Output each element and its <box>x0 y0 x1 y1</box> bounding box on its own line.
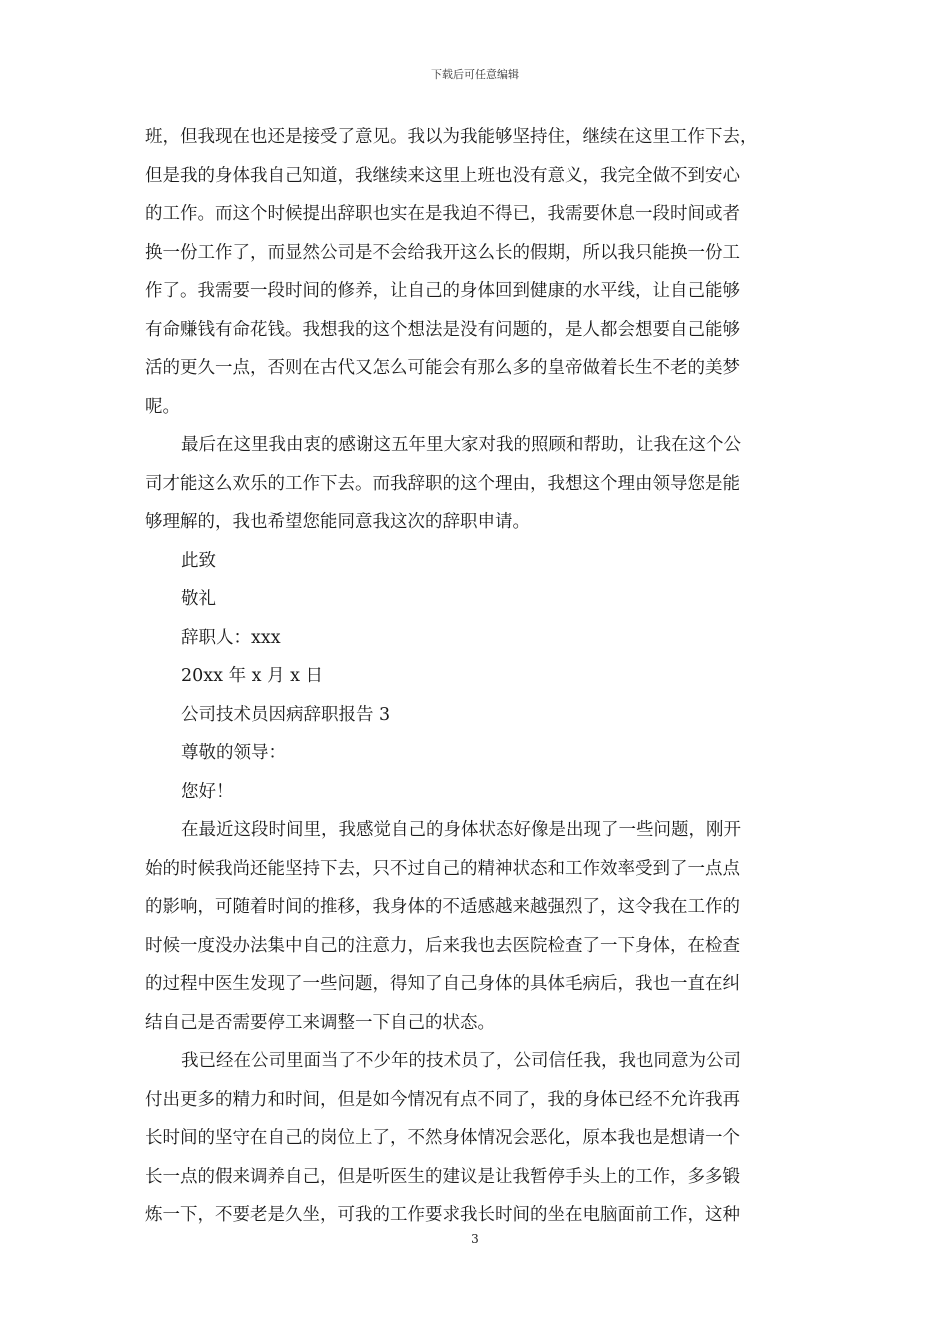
text-line: 您好！ <box>181 781 234 802</box>
document-body <box>145 118 810 1235</box>
text-line: 长时间的坚守在自己的岗位上了，不然身体情况会恶化，原本我也是想请一个 <box>145 1128 740 1148</box>
text-line: 结自己是否需要停工来调整一下自己的状态。 <box>145 1012 495 1033</box>
text-line: 20xx 年 x 月 x 日 <box>181 666 324 686</box>
text-line: 但是我的身体我自己知道，我继续来这里上班也没有意义，我完全做不到安心 <box>145 165 740 186</box>
text-line: 此致 <box>181 550 216 571</box>
text-line: 活的更久一点，否则在古代又怎么可能会有那么多的皇帝做着长生不老的美梦 <box>145 358 740 378</box>
text-line: 在最近这段时间里，我感觉自己的身体状态好像是出现了一些问题，刚开 <box>181 820 741 840</box>
text-line: 敬礼 <box>181 589 216 609</box>
text-line: 辞职人：xxx <box>181 627 281 648</box>
text-line: 的工作。而这个时候提出辞职也实在是我迫不得已，我需要休息一段时间或者 <box>145 204 740 224</box>
text-line: 最后在这里我由衷的感谢这五年里大家对我的照顾和帮助，让我在这个公 <box>181 435 741 455</box>
text-line: 班，但我现在也还是接受了意见。我以为我能够坚持住，继续在这里工作下去， <box>145 127 758 147</box>
text-line: 司才能这么欢乐的工作下去。而我辞职的这个理由，我想这个理由领导您是能 <box>145 473 740 494</box>
text-line: 尊敬的领导： <box>181 743 286 763</box>
text-line: 我已经在公司里面当了不少年的技术员了，公司信任我，我也同意为公司 <box>181 1051 741 1071</box>
page-header: 下载后可任意编辑 <box>431 68 519 81</box>
page-number: 3 <box>471 1232 479 1246</box>
text-line: 付出更多的精力和时间，但是如今情况有点不同了，我的身体已经不允许我再 <box>145 1089 740 1110</box>
text-line: 始的时候我尚还能坚持下去，只不过自己的精神状态和工作效率受到了一点点 <box>145 858 740 879</box>
text-line: 公司技术员因病辞职报告 3 <box>181 704 391 725</box>
text-line: 作了。我需要一段时间的修养，让自己的身体回到健康的水平线，让自己能够 <box>145 281 740 301</box>
text-line: 长一点的假来调养自己，但是听医生的建议是让我暂停手头上的工作，多多锻 <box>145 1166 740 1187</box>
text-line: 呢。 <box>145 396 180 417</box>
text-line: 有命赚钱有命花钱。我想我的这个想法是没有问题的，是人都会想要自己能够 <box>145 319 740 340</box>
text-line: 炼一下，不要老是久坐，可我的工作要求我长时间的坐在电脑面前工作，这种 <box>145 1205 740 1225</box>
text-line: 的影响，可随着时间的推移，我身体的不适感越来越强烈了，这令我在工作的 <box>145 897 740 917</box>
text-line: 够理解的，我也希望您能同意我这次的辞职申请。 <box>145 512 530 532</box>
text-line: 换一份工作了，而显然公司是不会给我开这么长的假期，所以我只能换一份工 <box>145 242 740 263</box>
text-line: 时候一度没办法集中自己的注意力，后来我也去医院检查了一下身体，在检查 <box>145 935 740 956</box>
text-line: 的过程中医生发现了一些问题，得知了自己身体的具体毛病后，我也一直在纠 <box>145 974 740 994</box>
